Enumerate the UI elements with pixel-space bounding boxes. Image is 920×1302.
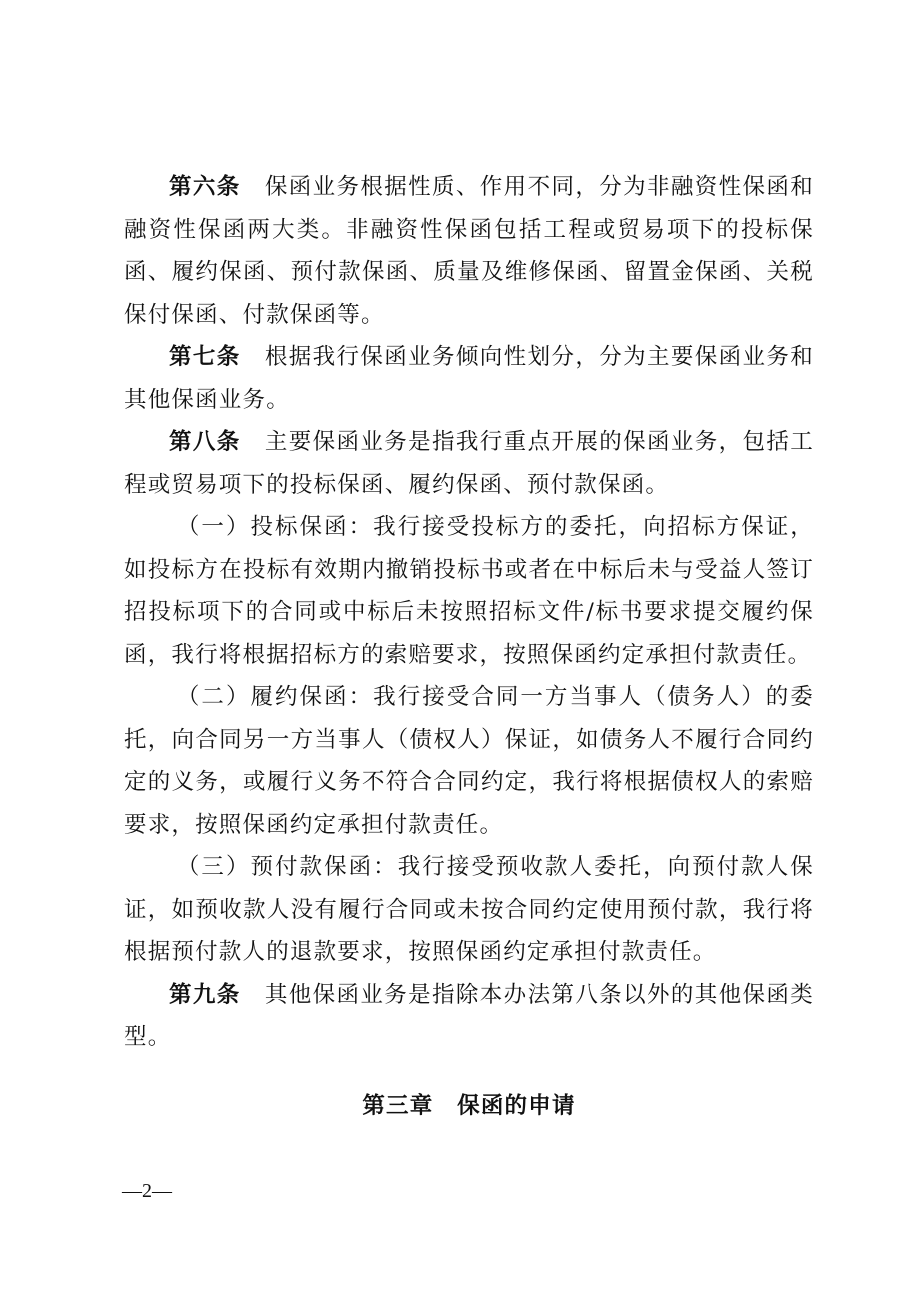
article-9-number: 第九条 bbox=[169, 981, 241, 1008]
chapter-heading: 第三章 保函的申请 bbox=[362, 1093, 576, 1119]
bid-guarantee-paragraph bbox=[124, 506, 814, 676]
article-6-paragraph bbox=[124, 166, 814, 336]
article-9-text: 其他保函业务是指除本办法第八条以外的其他保函类型。 bbox=[124, 981, 814, 1050]
article-8-paragraph bbox=[124, 421, 814, 506]
article-6-number: 第六条 bbox=[169, 174, 241, 200]
bid-guarantee-text: （一）投标保函：我行接受投标方的委托，向招标方保证，如投标方在投标有效期内撤销投标书或者在中标后未与受益人签订招投标项下的合同或中标后未按照招标文件/标书要求提交履约保函，我行将根据招标方的索赔要求，按照保函约定承担付款责任。 bbox=[124, 514, 814, 668]
article-6-text: 保函业务根据性质、作用不同，分为非融资性保函和融资性保函两大类。非融资性保函包括工程或贸易项下的投标保函、履约保函、预付款保函、质量及维修保函、留置金保函、关税保付保函、付款保函等。 bbox=[124, 174, 814, 328]
article-8-text: 主要保函业务是指我行重点开展的保函业务，包括工程或贸易项下的投标保函、履约保函、预付款保函。 bbox=[124, 429, 814, 498]
article-7-paragraph bbox=[124, 336, 814, 421]
advance-payment-guarantee-paragraph bbox=[124, 846, 814, 974]
performance-guarantee-text: （二）履约保函：我行接受合同一方当事人（债务人）的委托，向合同另一方当事人（债权人）保证，如债务人不履行合同约定的义务，或履行义务不符合合同约定，我行将根据债权人的索赔要求，按照保函约定承担付款责任。 bbox=[124, 684, 814, 838]
article-7-text: 根据我行保函业务倾向性划分，分为主要保函业务和其他保函业务。 bbox=[124, 344, 814, 413]
page-number: —2— bbox=[122, 1180, 172, 1202]
article-7-number: 第七条 bbox=[169, 344, 241, 370]
performance-guarantee-paragraph bbox=[124, 676, 814, 846]
advance-payment-guarantee-text: （三）预付款保函：我行接受预收款人委托，向预付款人保证，如预收款人没有履行合同或未按合同约定使用预付款，我行将根据预付款人的退款要求，按照保函约定承担付款责任。 bbox=[124, 854, 814, 965]
article-8-number: 第八条 bbox=[169, 429, 241, 455]
article-9-paragraph bbox=[124, 974, 814, 1059]
document-body bbox=[124, 166, 814, 1059]
